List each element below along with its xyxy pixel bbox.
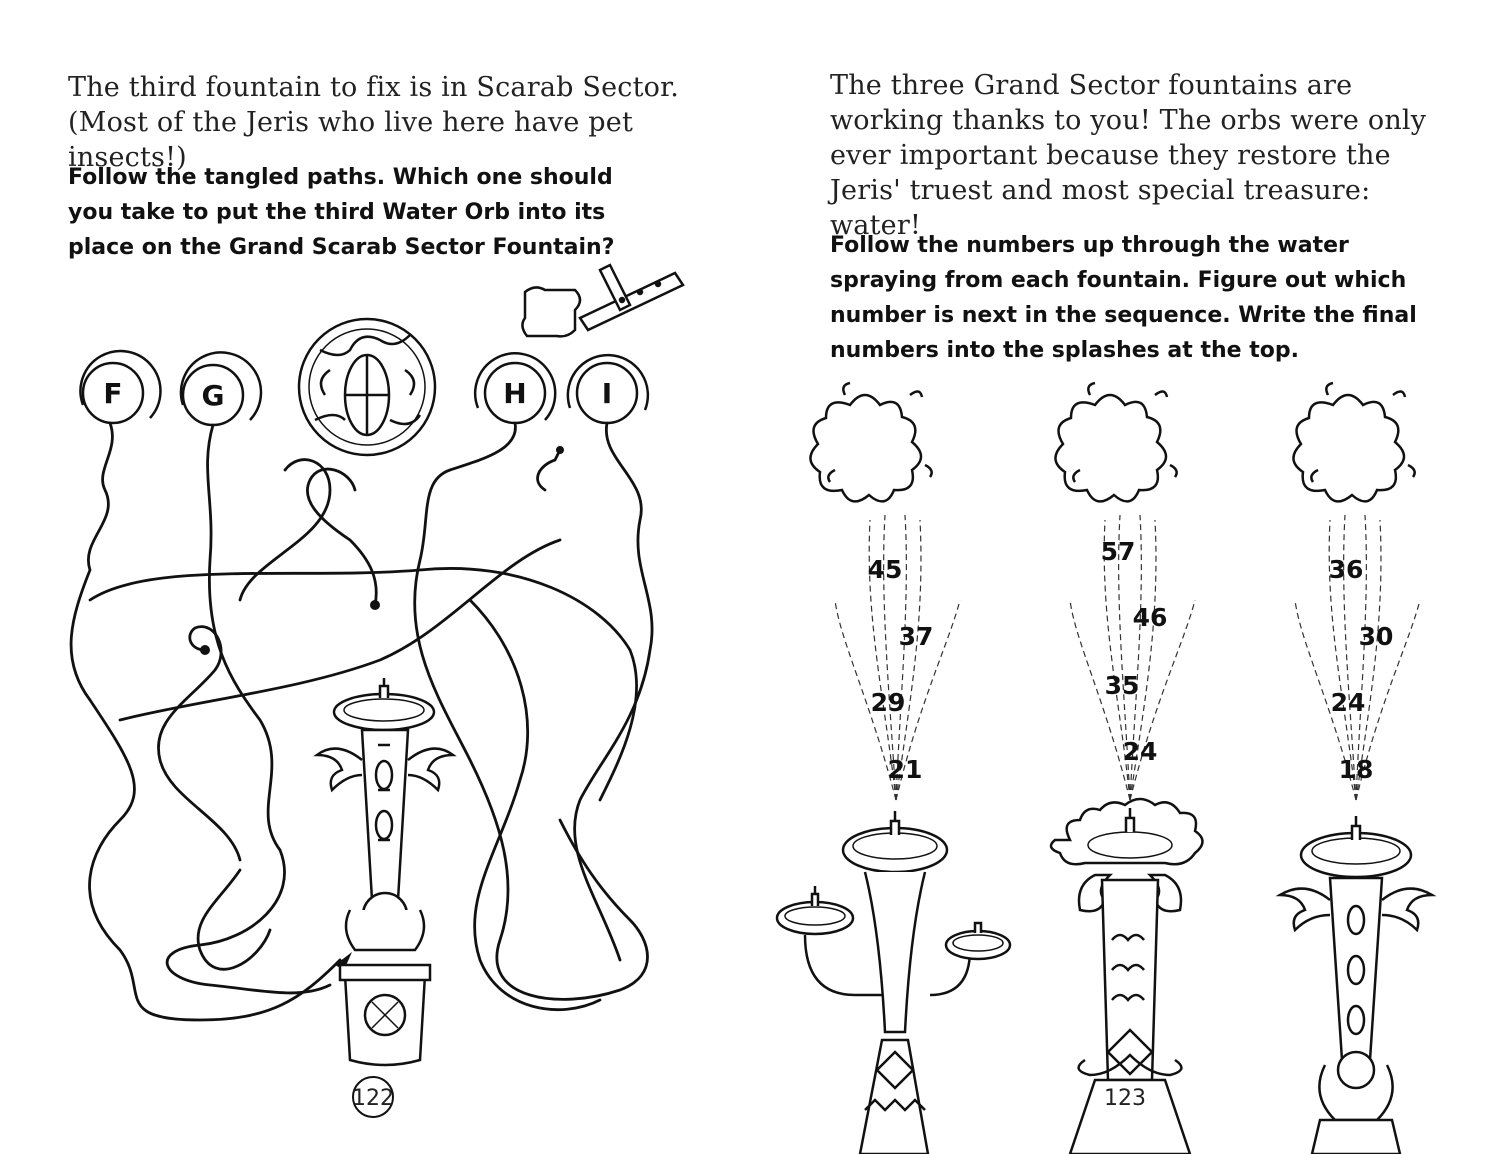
fountain-3-number: 24 (1330, 688, 1366, 717)
path-label-g: G (201, 379, 225, 412)
page-number-right-text: 123 (1104, 1086, 1146, 1111)
fountain-1-numbers (868, 555, 934, 784)
page-number-left-text: 122 (352, 1086, 394, 1111)
key-icon (522, 265, 683, 336)
fountain-1-number: 21 (887, 755, 923, 784)
splash-1-answer[interactable] (810, 395, 921, 501)
fountain-1-number: 37 (898, 622, 934, 651)
fountain-2-number: 46 (1132, 603, 1168, 632)
right-instructions: Follow the numbers up through the water spraying from each fountain. Figure out which number is next in the sequence. Write the final numbers into the splashes at the top. (830, 233, 1417, 363)
fountain-1-number: 29 (870, 688, 906, 717)
left-intro-line2: (Most of the Jeris who live here have pet insects!) (68, 107, 634, 173)
splash-3-answer[interactable] (1293, 395, 1404, 501)
fountain-3-number: 18 (1338, 755, 1374, 784)
path-label-i: I (601, 377, 613, 410)
right-intro-text: The three Grand Sector fountains are working thanks to you! The orbs were only ever important because they restore the Jeris' truest and most special treasure: water! (830, 70, 1427, 241)
fountains-illustration (750, 0, 1500, 1154)
right-page (750, 0, 1500, 1154)
page-number-left (352, 1077, 394, 1117)
fountain-1-number: 45 (867, 555, 903, 584)
scarab-orb-icon (299, 319, 435, 455)
path-label-f: F (103, 377, 123, 410)
splash-2-answer[interactable] (1055, 395, 1166, 501)
fountain-1-icon (777, 811, 1010, 1154)
scarab-fountain-icon (317, 678, 453, 1065)
left-intro-line1: The third fountain to fix is in Scarab Sector. (68, 72, 680, 103)
fountain-3-icon (1280, 816, 1432, 1154)
fountain-3-number: 30 (1358, 622, 1394, 651)
fountain-2-number: 24 (1122, 737, 1158, 766)
fountain-2-number: 57 (1100, 537, 1136, 566)
fountain-3-number: 36 (1328, 555, 1364, 584)
path-label-h: H (503, 377, 527, 410)
left-instructions: Follow the tangled paths. Which one should you take to put the third Water Orb into its place on the Grand Scarab Sector Fountain? (68, 165, 615, 260)
fountain-2-number: 35 (1104, 671, 1140, 700)
splashes (810, 383, 1414, 501)
page-number-right (1104, 1086, 1146, 1111)
